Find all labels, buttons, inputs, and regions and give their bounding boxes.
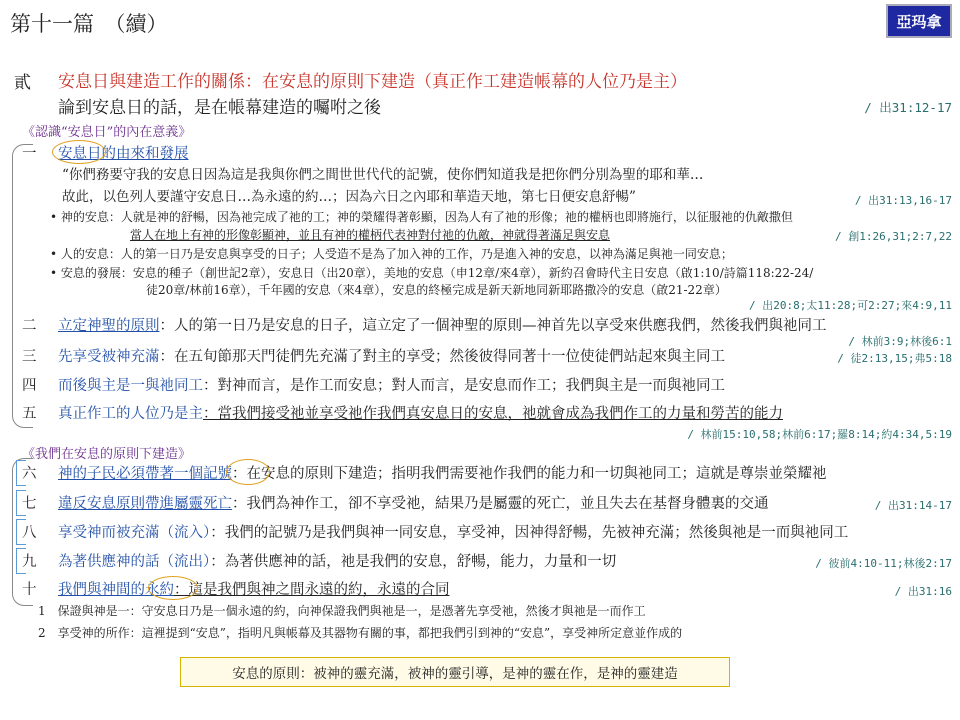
item7-ref: / 出31:14-17	[874, 499, 952, 512]
item5-line	[58, 402, 783, 423]
item2-number: 二	[22, 318, 37, 334]
group2-label: 《我們在安息的原則下建造》	[22, 447, 192, 462]
item7-title: 違反安息原則帶進屬靈死亡	[58, 496, 232, 512]
item9-ref: / 彼前4:10-11;林後2:17	[815, 557, 952, 570]
footer-principle-box: 安息的原則：被神的靈充滿，被神的靈引導，是神的靈在作，是神的靈建造	[180, 657, 730, 687]
section-title: 安息日與建造工作的關係：在安息的原則下建造（真正作工建造帳幕的人位乃是主）	[58, 72, 687, 92]
item8-line	[58, 521, 848, 542]
item6-title: 神的子民必須帶著一個記號	[58, 466, 232, 482]
item1-bullet-divine-rest-cont: 當人在地上有神的形像彰顯神，並且有神的權柄代表神對付祂的仇敵，神就得著滿足與安息	[130, 228, 611, 242]
brand-badge: 亞玛拿	[886, 4, 952, 38]
item4-title: 而後與主是一與祂同工	[58, 378, 203, 394]
item3-ref: / 徒2:13,15;弗5:18	[837, 352, 952, 365]
item6-number: 六	[22, 466, 37, 482]
highlight-oval	[226, 459, 270, 485]
item1-number: 一	[22, 146, 37, 162]
item2-text: ：人的第一日乃是安息的日子，這立定了一個神聖的原則—神首先以享受來供應我們，然後我們與祂同工	[159, 318, 827, 334]
item1-quote-ref: / 出31:13,16-17	[854, 194, 952, 207]
item1-bullet3-ref: / 出20:8;太11:28;可2:27;來4:9,11	[749, 299, 952, 312]
item9-line	[58, 550, 616, 571]
item5-text: ：當我們接受祂並享受祂作我們真安息日的安息，祂就會成為我們作工的力量和勞苦的能力	[203, 406, 783, 422]
item8-title: 享受神而被充滿（流入）	[58, 525, 211, 541]
item9-number: 九	[22, 554, 37, 570]
item4-number: 四	[22, 378, 37, 394]
item1-bullet-human-rest: • 人的安息：人的第一日乃是安息與享受的日子；人受造不是為了加入神的工作，乃是進入神的安息，以神為滿足與祂一同安息；	[50, 247, 733, 261]
item3-number: 三	[22, 349, 37, 365]
item3-text: ：在五旬節那天門徒們先充滿了對主的享受；然後彼得同著十一位使徒們站起來與主同工	[159, 349, 725, 365]
item1-quote-line1: “你們務要守我的安息日因為這是我與你們之間世世代代的記號，使你們知道我是把你們分別為聖的耶和華…	[62, 167, 704, 183]
item10-number: 十	[22, 582, 37, 598]
item3-title: 先享受被神充滿	[58, 349, 160, 365]
item10-sub1: 1 保證與神是一：守安息日乃是一個永遠的約，向神保證我們與祂是一，是憑著先享受祂，然後才與祂是一而作工	[38, 604, 646, 618]
item6-line	[58, 462, 827, 483]
item4-line	[58, 374, 725, 395]
section-subtitle: 論到安息日的話，是在帳幕建造的囑咐之後	[58, 98, 381, 118]
item9-title: 為著供應神的話（流出）	[58, 554, 211, 570]
highlight-oval	[52, 140, 106, 164]
item7-line	[58, 492, 769, 513]
section-ref: / 出31:12-17	[864, 100, 952, 115]
page-title: 第十一篇 （續）	[10, 12, 168, 36]
section-number: 貳	[14, 73, 31, 93]
highlight-oval	[148, 576, 198, 600]
group1-label: 《認識“安息日”的內在意義》	[22, 125, 192, 140]
item8-text: ：我們的記號乃是我們與神一同安息，享受神，因神得舒暢，先被神充滿；然後與祂是一而與祂同工	[210, 525, 849, 541]
item5-number: 五	[22, 406, 37, 422]
item9-text: ：為著供應神的話，祂是我們的安息，舒暢，能力，力量和一切	[210, 554, 617, 570]
item2-title: 立定神聖的原則	[58, 318, 160, 334]
item4-text: ：對神而言，是作工而安息；對人而言，是安息而作工；我們與主是一而與祂同工	[203, 378, 725, 394]
item5-ref: / 林前15:10,58;林前6:17;羅8:14;約4:34,5:19	[687, 428, 952, 441]
item7-number: 七	[22, 496, 37, 512]
item7-text: ：我們為神作工，卻不享受祂，結果乃是屬靈的死亡，並且失去在基督身體裏的交通	[232, 496, 769, 512]
item8-number: 八	[22, 525, 37, 541]
item2-line	[58, 314, 827, 335]
item10-text: ：這是我們與神之間永遠的約，永遠的合同	[174, 582, 450, 598]
item10-sub2: 2 享受神的所作：這裡提到“安息”，指明凡與帳幕及其器物有關的事，都把我們引到神的“安息”，享受神所定意並作成的	[38, 626, 683, 640]
item1-bullet-development: • 安息的發展：安息的種子（創世記2章），安息日（出20章），美地的安息（申12章/來4章），新約召會時代主日安息（啟1:10/詩篇118:22-24/	[50, 266, 814, 280]
item1-bullet-divine-rest: • 神的安息：人就是神的舒暢，因為祂完成了祂的工；神的榮耀得著彰顯，因為人有了祂的形像；祂的權柄也即將施行，以征服祂的仇敵撒但	[50, 210, 793, 224]
item2-ref: / 林前3:9;林後6:1	[848, 335, 952, 348]
item6-text: ：在安息的原則下建造；指明我們需要祂作我們的能力和一切與祂同工；這就是尊崇並榮耀祂	[232, 466, 827, 482]
item10-ref: / 出31:16	[894, 585, 952, 598]
item1-bullet-development-cont: 徒20章/林前16章），千年國的安息（來4章），安息的終極完成是新天新地同新耶路撒冷的安息（啟21-22章）	[146, 283, 727, 297]
item1-quote-line2: 故此，以色列人要謹守安息日…為永遠的約…；因為六日之內耶和華造天地，第七日便安息舒暢”	[62, 189, 636, 205]
item3-line	[58, 345, 725, 366]
item5-title: 真正作工的人位乃是主	[58, 406, 203, 422]
item1-title: 安息日的由來和發展	[58, 146, 189, 162]
item1-bullet1-ref: / 創1:26,31;2:7,22	[835, 230, 952, 243]
item10-line	[58, 578, 450, 599]
item10-title: 我們與神間的永約	[58, 582, 174, 598]
